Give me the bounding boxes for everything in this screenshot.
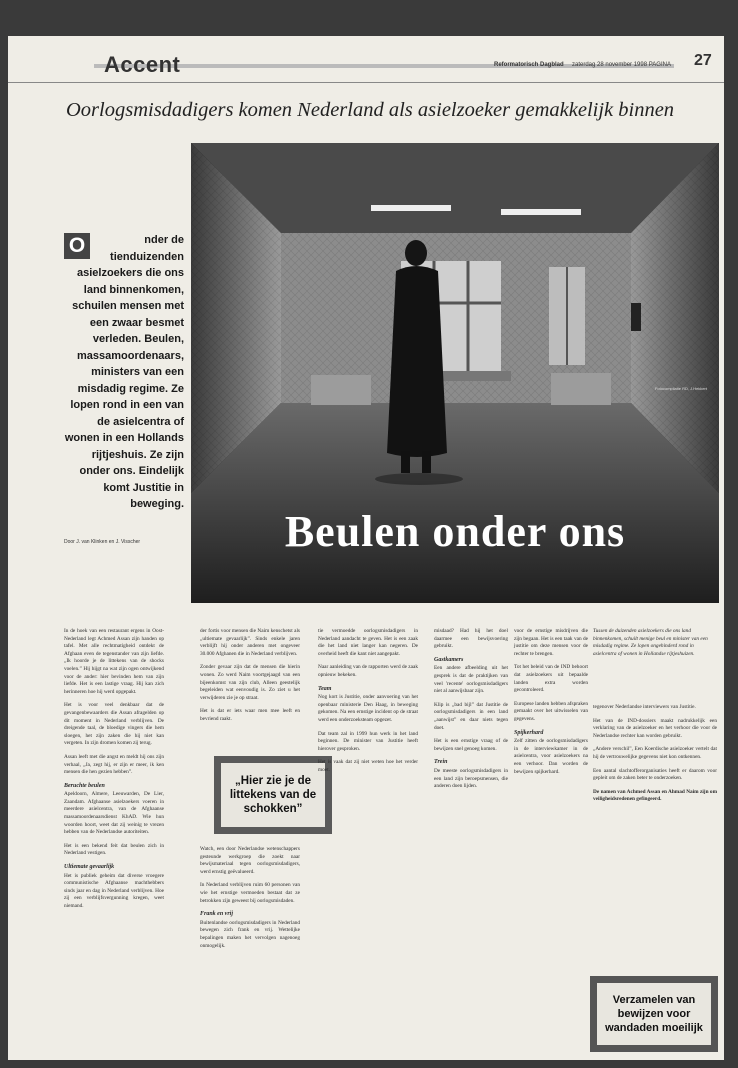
footnote: De namen van Achmed Assan en Ahmad Naim zijn om veiligheidsredenen gefingeerd. bbox=[593, 788, 717, 803]
paragraph: Europese landen hebben afspraken gemaakt over het uitwisselen van gegevens. bbox=[514, 700, 588, 722]
newspaper-page bbox=[8, 36, 724, 1060]
pullquote-text-2: Verzamelen van bewijzen voor wandaden moeilijk bbox=[597, 983, 711, 1045]
paragraph: Het is een bekend feit dat beulen zich in Nederland vestigen. bbox=[64, 842, 164, 857]
paragraph: Het is een ernstige vraag of de bewijzen snel genoeg komen. bbox=[434, 738, 508, 752]
paragraph: Zonder gevaar zijn dat de mensen die hierin wonen. Zo werd Naim voortgejaagd van een bijeenkomst van zijn club, Alleen geestelijk begeleiden wat eenvoudig is. Zo ziet u het verwijderen zie je op straat. bbox=[200, 664, 300, 701]
paragraph: Een aantal slachtofferorganisaties heeft er daarom voor gepleit om de zaken beter te onderzoeken. bbox=[593, 767, 717, 782]
paragraph: In de hoek van een restaurant ergens in Oost-Nederland legt Achmed Assan zijn handen op tafel. Met alle rechtmatigheid ontdekt de Afghaan even de tegenstander van zijn liefde. „Ik hoorde je de littekens van de shocks voelen.” Hij hijgt na wat zijn ogen ontwijkend voor de ander: hier bevinden hem van zijn liefde. Het is een lastige vraag. Hij kan zich herinneren hoe hij werd opgepakt. bbox=[64, 628, 164, 695]
paragraph: der fortis voor mensen die Naim kenschetst als „ultiemate gevaarlijk”. Sinds enkele jaren verblijft hij onder anderen met ongeveer 30.000 Afghanen die in Nederland verblijven. bbox=[200, 628, 300, 657]
highlight-note: Tussen de duizenden asielzoekers die ons land binnenkomen, schuilt menige beul en minister van een misdadig regime. Ze lopen ongehinderd rond in asielcentra of wonen in Hollandse rijtjeshuizen. bbox=[593, 628, 708, 657]
paragraph: Nog kort is Justitie, onder aanvoering van het openbaar ministerie Den Haag, in beweging gekomen. Na een ernstige incident op de straat werd een onderzoeksteam opgezet. bbox=[318, 694, 418, 723]
paragraph: Tot het beleid van de IND behoort dat asielzoekers uit bepaalde landen extra worden gecontroleerd. bbox=[514, 664, 588, 694]
subheading: Beruchte beulen bbox=[64, 782, 105, 789]
paragraph: In Nederland verblijven ruim 60 personen van wie het ernstige vermoeden bestaat dat ze betrokken zijn geweest bij oorlogsmisdaden. bbox=[200, 882, 300, 904]
subheading: Team bbox=[318, 685, 332, 692]
paragraph: Watch, een door Nederlandse wetenschappers gesteunde werkgroep die zoekt naar bewijsmateriaal tegen oorlogsmisdadigers, werd ernstig geëvalueerd. bbox=[200, 846, 300, 875]
article-headline: Oorlogsmisdadigers komen Nederland als asielzoeker gemakkelijk binnen bbox=[66, 99, 675, 121]
paragraph: De meeste oorlogsmisdadigers in een land zijn beroepsmensen, die anderen doen lijden. bbox=[434, 767, 508, 790]
intro-block bbox=[64, 232, 184, 513]
paragraph: Apeldoorn, Almere, Leeuwarden, De Lier, Zaandam. Afghaanse asielzoekers voeren in meerdere asielcentra, van de Afghaanse massamoordenaarsdienst KhAD. Wie hun woorden hoort, weet dat zij weinig te vrezen hebben van de Nederlandse autoriteiten. bbox=[64, 791, 164, 836]
text-column-4 bbox=[434, 628, 508, 797]
text-column-2 bbox=[200, 628, 300, 730]
paragraph: Zelf zitten de oorlogsmisdadigers in de interviewkamer in de asielcentra, voor asielzoekers na een verhoor. Dan worden de bewijzen spijkerhard. bbox=[514, 738, 588, 775]
paragraph: „Andere verschil”, Een Koerdische asielzoeker vertelt dat hij de vertrouwelijke gegevens niet kon ontkennen. bbox=[593, 746, 717, 760]
paragraph: voor de ernstige misdrijven die zijn begaan. Het is een taak van de justitie om deze mensen voor de rechter te brengen. bbox=[514, 628, 588, 657]
paragraph: misdaad? Had hij het doel daarmee een bewijsvoering gebruikt. bbox=[434, 628, 508, 650]
subheading: Trein bbox=[434, 759, 448, 766]
paragraph: Het is vaak dat zij niet weten hoe het verder moet. bbox=[318, 759, 418, 773]
paragraph: Het van de IND-dossiers maakt nadrukkelijk een verklaring van de asielzoeker en het verhoor die voor de Nederlandse rechter kan worden gebruikt. bbox=[593, 717, 717, 739]
text-column-6 bbox=[593, 704, 717, 810]
paragraph: Buitenlandse oorlogsmisdadigers in Nederland bewegen zich frank en vrij. Wettelijke bepalingen maken het vervolgen nagenoeg onmogelijk. bbox=[200, 919, 300, 949]
subheading: Ultiemate gevaarlijk bbox=[64, 864, 115, 871]
paragraph: Naar aanleiding van de rapporten werd de zaak opnieuw bekeken. bbox=[318, 664, 418, 678]
intro-text: nder de tienduizenden asielzoekers die ons land binnenkomen, schuilen mensen met een zwaar besmet verleden. Beulen, massamoordenaars, ministers van een misdadig regime. Ze lopen rond in een van de asielcentra of wonen in een Hollands rijtjeshuis. Ze zijn onder ons. Eindelijk komt Justitie in beweging. bbox=[64, 234, 184, 510]
paragraph: tie vermoedde oorlogsmisdadigers in Nederland aandacht te geven. Het is een zaak die het land niet langer kan negeren. De overheid heeft die kant niet aangepakt. bbox=[318, 628, 418, 657]
section-title: Accent bbox=[104, 52, 181, 77]
text-column-2-lower bbox=[200, 846, 300, 956]
paragraph: tegenover Nederlandse interviewers van Justitie. bbox=[593, 704, 696, 710]
page-number: 27 bbox=[694, 52, 712, 69]
text-column-5 bbox=[514, 628, 588, 782]
photo-credit: Fotocompilatie RD, J.Hekkert bbox=[654, 386, 707, 391]
text-column-3 bbox=[318, 628, 418, 781]
subheading: Frank en vrij bbox=[200, 911, 234, 918]
subheading: Spijkerhard bbox=[514, 729, 544, 736]
paragraph: Een andere afbeelding uit het gesprek is dat de praktijken van veel 'recente' oorlogsmisdadigers niet al aanwijsbaar zijn. bbox=[434, 665, 508, 695]
byline: Door J. van Klinken en J. Visscher bbox=[64, 539, 141, 545]
paragraph: Het is publiek geheim dat diverse vroegere communistische Afghaanse machthebbers sinds jaar en dag in Nederland verblijven. Hoe zij een verblijfsvergunning kregen, weet niemand. bbox=[64, 872, 164, 909]
paragraph: Het is dat er iets waar men mee leeft en bevriend raakt. bbox=[200, 708, 300, 722]
issue-date: zaterdag 28 november 1998 PAGINA bbox=[572, 62, 671, 68]
subheading: Gastkamers bbox=[434, 656, 464, 663]
text-column-1 bbox=[64, 628, 164, 917]
pullquote-text: „Hier zie je de littekens van de schokken” bbox=[221, 763, 325, 827]
photo-title: Beulen onder ons bbox=[284, 507, 626, 556]
paragraph: Assan leeft met die angst en meldt hij ons zijn verhaal, „Ja, zegt hij, er zijn er meer, ik ken mensen die hen gezien hebben”. bbox=[64, 753, 164, 776]
paragraph: Dat team zal in 1999 hun werk in het land beginnen. De minister van Justitie heeft hierover gesproken. bbox=[318, 730, 418, 752]
page-header bbox=[8, 36, 724, 83]
newspaper-name: Reformatorisch Dagblad bbox=[494, 62, 564, 68]
drop-cap: O bbox=[64, 233, 90, 259]
pullquote-box bbox=[214, 756, 332, 834]
pullquote-box-2 bbox=[590, 976, 718, 1052]
paragraph: Klip is „bad bijl” dat Justitie de oorlogsmisdadigers in een land „aanwijst” en daar niets tegen doet. bbox=[434, 701, 508, 731]
paragraph: Het is voor veel denkbaar dat de gevangenbewaarders die Assan afragelden op dit moment in Nederland verblijven. De dreigende taal, de bloedige vingers die hem sloegen, het zijn zaken die hij niet kan vergeten. In zijn dromen komen zij terug. bbox=[64, 702, 164, 747]
